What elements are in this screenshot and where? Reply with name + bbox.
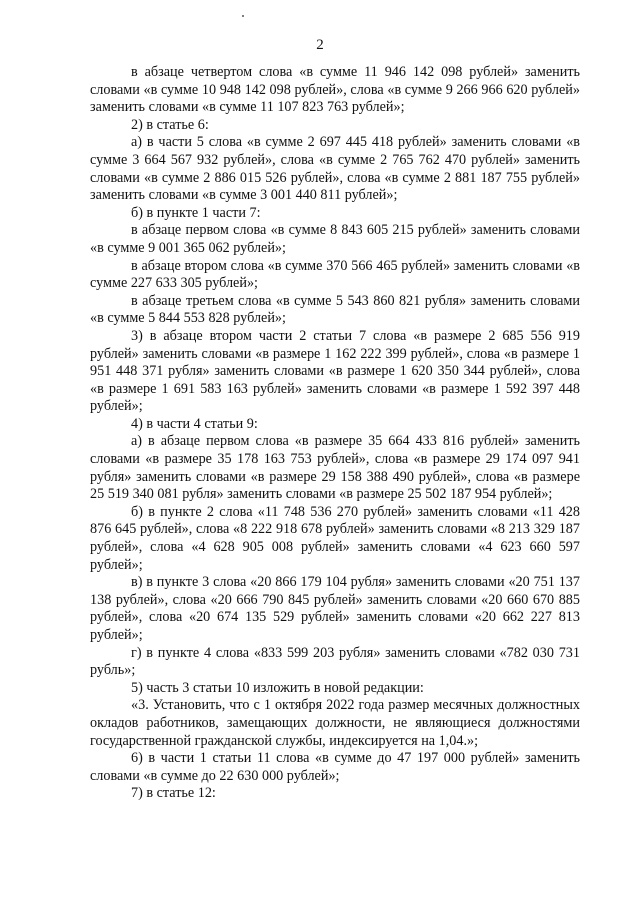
paragraph: 4) в части 4 статьи 9:: [131, 415, 258, 432]
page-number: 2: [316, 37, 324, 53]
paragraph: в абзаце втором слова «в сумме 370 566 465 рублей» заменить словами «в сумме 227 633 305 рублей»;: [90, 257, 580, 292]
paragraph: в абзаце четвертом слова «в сумме 11 946 142 098 рублей» заменить словами «в сумме 10 948 142 098 рублей», слова «в сумме 9 266 966 620 рублей» заменить словами «в сумме 11 107 823 763 рублей»;: [90, 64, 580, 116]
document-body: [90, 64, 580, 803]
paragraph: 2) в статье 6:: [131, 116, 209, 133]
paragraph: а) в абзаце первом слова «в размере 35 664 433 816 рублей» заменить словами «в размере 35 178 163 753 рублей», слова «в размере 29 174 097 941 рубля» заменить словами «в размере 29 158 388 490 рублей», слова «в размере 25 519 340 081 рубля» заменить словами «в размере 25 502 187 954 рублей»;: [90, 433, 580, 503]
paragraph: 6) в части 1 статьи 11 слова «в сумме до 47 197 000 рублей» заменить словами «в сумме до 22 630 000 рублей»;: [90, 750, 580, 784]
paragraph: а) в части 5 слова «в сумме 2 697 445 418 рублей» заменить словами «в сумме 3 664 567 932 рублей», слова «в сумме 2 765 762 470 рублей» заменить словами «в сумме 2 886 015 526 рублей», слова «в сумме 2 881 187 755 рублей» заменить словами «в сумме 3 001 440 811 рублей»;: [90, 134, 580, 204]
paragraph: в) в пункте 3 слова «20 866 179 104 рубля» заменить словами «20 751 137 138 рублей», слова «20 666 790 845 рублей» заменить словами «20 660 670 885 рублей», слова «20 674 135 529 рублей» заменить словами «20 662 227 813 рублей»;: [90, 574, 580, 643]
paragraph: б) в пункте 1 части 7:: [131, 204, 261, 221]
paragraph: 7) в статье 12:: [131, 785, 216, 802]
paragraph: г) в пункте 4 слова «833 599 203 рубля» заменить словами «782 030 731 рубль»;: [90, 644, 580, 679]
paragraph: 3) в абзаце втором части 2 статьи 7 слова «в размере 2 685 556 919 рублей» заменить словами «в размере 1 162 222 399 рублей», слова «в размере 1 951 448 371 рубля» заменить словами «в размере 1 620 350 344 рублей», слова «в размере 1 691 583 163 рублей» заменить словами «в размере 1 592 397 448 рублей»;: [90, 327, 580, 415]
paragraph: в абзаце третьем слова «в сумме 5 543 860 821 рубля» заменить словами «в сумме 5 844 553 828 рублей»;: [90, 292, 580, 327]
paragraph: 5) часть 3 статьи 10 изложить в новой редакции:: [131, 679, 424, 696]
quoted-paragraph: «3. Установить, что с 1 октября 2022 года размер месячных должностных окладов работников, замещающих должности, не являющиеся должностями государственной гражданской службы, индексируется на 1,04.»;: [90, 697, 580, 749]
paragraph: в абзаце первом слова «в сумме 8 843 605 215 рублей» заменить словами «в сумме 9 001 365 062 рублей»;: [90, 222, 580, 256]
scan-mark: [242, 15, 244, 17]
paragraph: б) в пункте 2 слова «11 748 536 270 рублей» заменить словами «11 428 876 645 рублей», слова «8 222 918 678 рублей» заменить словами «8 213 329 187 рублей», слова «4 628 905 008 рублей» заменить словами «4 623 660 597 рублей»;: [90, 503, 580, 573]
